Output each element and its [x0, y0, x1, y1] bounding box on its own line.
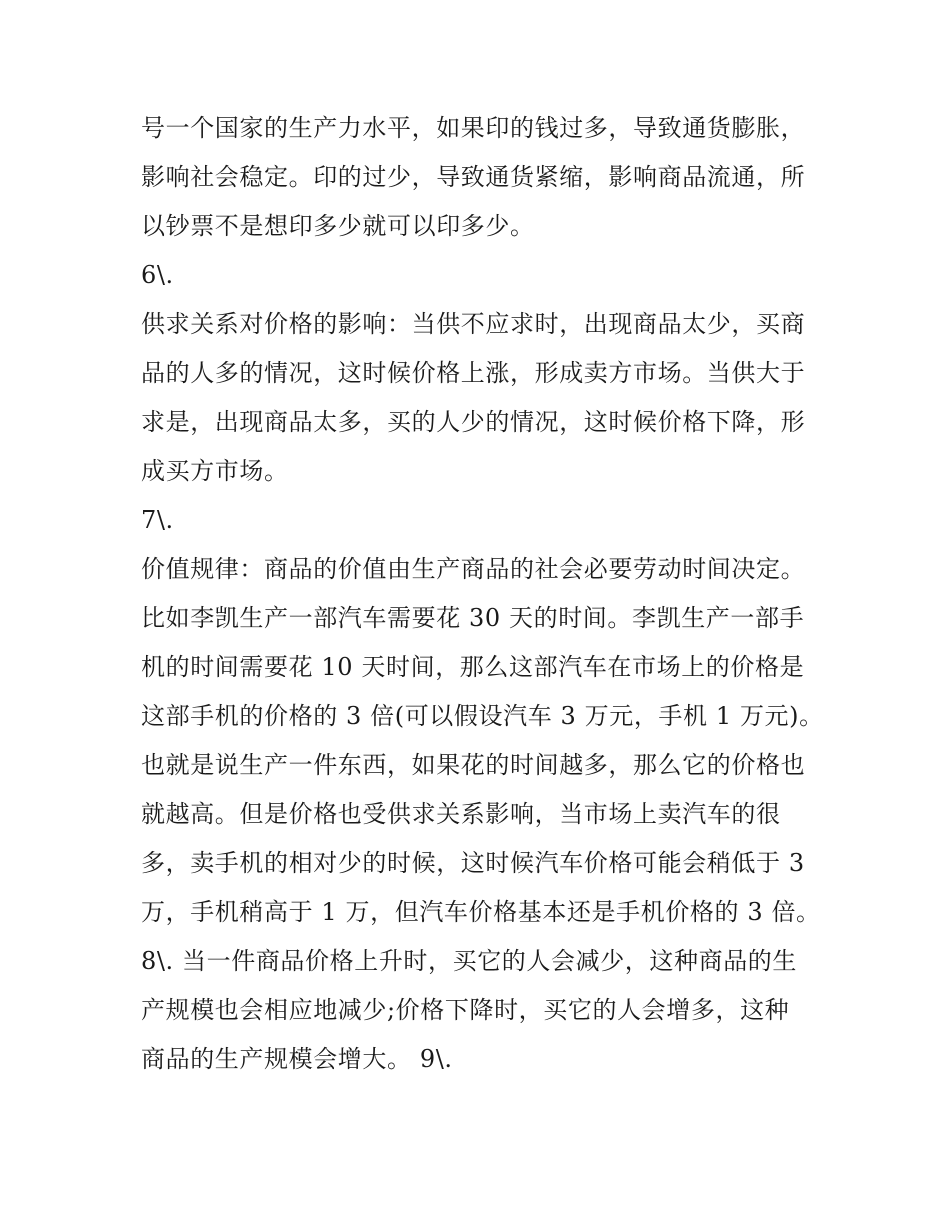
text-line: 8\. 当一件商品价格上升时，买它的人会减少，这种商品的生 [141, 947, 798, 975]
section-number: 7\. [141, 506, 174, 534]
text-line: 商品的生产规模会增大。 9\. [141, 1045, 453, 1073]
text-line: 以钞票不是想印多少就可以印多少。 [141, 212, 535, 240]
text-line: 也就是说生产一件东西，如果花的时间越多，那么它的价格也 [141, 751, 806, 779]
text-line: 求是，出现商品太多，买的人少的情况，这时候价格下降，形 [141, 408, 806, 436]
text-line: 机的时间需要花 10 天时间，那么这部汽车在市场上的价格是 [141, 653, 805, 681]
text-line: 多，卖手机的相对少的时候，这时候汽车价格可能会稍低于 3 [141, 849, 805, 877]
text-line: 成买方市场。 [141, 457, 289, 485]
text-line: 这部手机的价格的 3 倍(可以假设汽车 3 万元，手机 1 万元)。 [141, 702, 824, 730]
text-line: 供求关系对价格的影响：当供不应求时，出现商品太少，买商 [141, 310, 806, 338]
text-line: 比如李凯生产一部汽车需要花 30 天的时间。李凯生产一部手 [141, 604, 805, 632]
text-line: 号一个国家的生产力水平，如果印的钱过多，导致通货膨胀， [141, 114, 806, 142]
text-line: 价值规律：商品的价值由生产商品的社会必要劳动时间决定。 [141, 555, 806, 583]
text-line: 万，手机稍高于 1 万，但汽车价格基本还是手机价格的 3 倍。 [141, 898, 821, 926]
document-body [141, 104, 824, 1084]
text-line: 品的人多的情况，这时候价格上涨，形成卖方市场。当供大于 [141, 359, 806, 387]
text-line: 影响社会稳定。印的过少，导致通货紧缩，影响商品流通，所 [141, 163, 806, 191]
text-line: 产规模也会相应地减少;价格下降时，买它的人会增多，这种 [141, 996, 790, 1024]
section-number: 6\. [141, 261, 174, 289]
text-line: 就越高。但是价格也受供求关系影响，当市场上卖汽车的很 [141, 800, 781, 828]
